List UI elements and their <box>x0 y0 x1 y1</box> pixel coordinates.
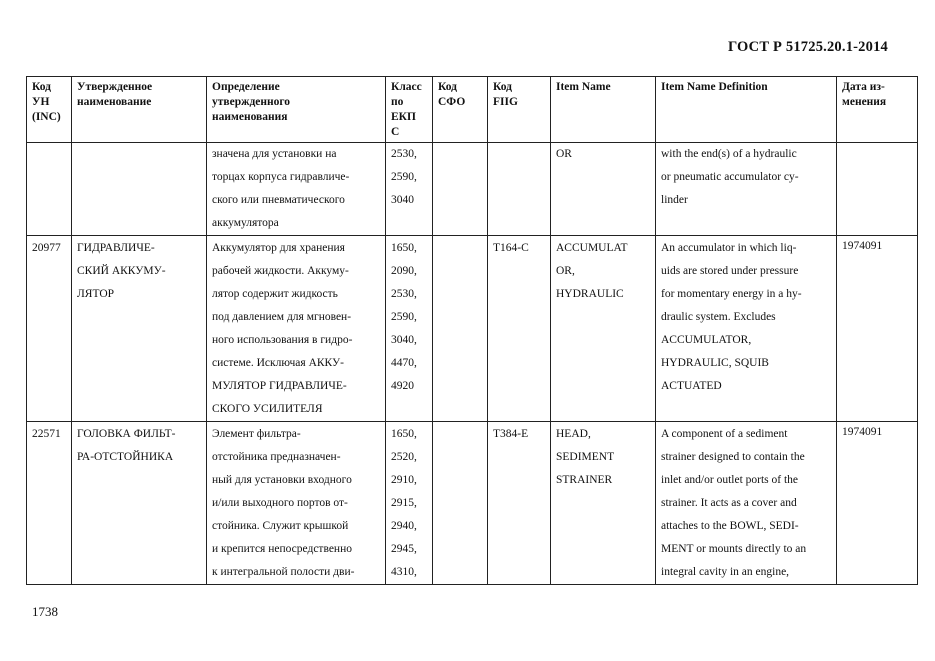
cell-ekps-class <box>386 236 433 422</box>
cell-text-line: 20977 <box>32 242 61 254</box>
cell-fiig-code <box>488 422 551 585</box>
cell-text-line: торцах корпуса гидравличе- <box>212 171 350 183</box>
cell-approved-name <box>72 236 207 422</box>
column-header-ekps-class <box>386 77 433 143</box>
cell-text-line: 2945, <box>391 543 417 555</box>
header-line: СФО <box>438 96 466 108</box>
column-header-approved-name <box>72 77 207 143</box>
cell-approved-name <box>72 422 207 585</box>
cell-text-line: 2910, <box>391 474 417 486</box>
cell-text-line: отстойника предназначен- <box>212 451 341 463</box>
cell-item-name <box>551 422 656 585</box>
header-line: Код <box>438 81 458 93</box>
cell-text-line: значена для установки на <box>212 148 337 160</box>
inc-data-table <box>26 76 918 585</box>
column-header-inc <box>27 77 72 143</box>
cell-text-line: 1974091 <box>842 240 883 252</box>
table-row <box>27 143 918 236</box>
cell-text-line: A component of a sediment <box>661 428 788 440</box>
cell-text-line: draulic system. Excludes <box>661 311 776 323</box>
cell-text-line: под давлением для мгновен- <box>212 311 352 323</box>
cell-text-line: HYDRAULIC <box>556 288 624 300</box>
cell-text-line: 2520, <box>391 451 417 463</box>
cell-approved-definition <box>207 422 386 585</box>
cell-text-line: ного использования в гидро- <box>212 334 353 346</box>
cell-text-line: Аккумулятор для хранения <box>212 242 345 254</box>
header-line: Дата из- <box>842 81 885 93</box>
cell-sfo-code <box>433 236 488 422</box>
cell-text-line: 3040 <box>391 194 414 206</box>
cell-approved-definition <box>207 236 386 422</box>
cell-item-name-definition <box>656 422 837 585</box>
cell-text-line: 2530, <box>391 288 417 300</box>
cell-fiig-code <box>488 143 551 236</box>
cell-text-line: SEDIMENT <box>556 451 615 463</box>
cell-approved-definition <box>207 143 386 236</box>
cell-text-line: uids are stored under pressure <box>661 265 799 277</box>
cell-text-line: 22571 <box>32 428 61 440</box>
header-line: наименования <box>212 111 288 123</box>
header-line: ЕКП <box>391 111 416 123</box>
cell-text-line: к интегральной полости дви- <box>212 566 355 578</box>
header-line: утвержденного <box>212 96 291 108</box>
header-line: Item Name <box>556 81 611 93</box>
table-header-row <box>27 77 918 143</box>
cell-text-line: linder <box>661 194 688 206</box>
cell-inc <box>27 143 72 236</box>
column-header-sfo-code <box>433 77 488 143</box>
cell-text-line: рабочей жидкости. Аккуму- <box>212 265 349 277</box>
cell-text-line: ЛЯТОР <box>77 288 115 300</box>
table-row <box>27 422 918 585</box>
cell-text-line: ГИДРАВЛИЧЕ- <box>77 242 155 254</box>
cell-text-line: OR, <box>556 265 575 277</box>
cell-text-line: strainer designed to contain the <box>661 451 805 463</box>
column-header-approved-definition <box>207 77 386 143</box>
header-line: Код <box>32 81 52 93</box>
cell-text-line: strainer. It acts as a cover and <box>661 497 797 509</box>
cell-item-name <box>551 143 656 236</box>
cell-text-line: T384-E <box>493 428 529 440</box>
cell-text-line: inlet and/or outlet ports of the <box>661 474 799 486</box>
cell-text-line: 4470, <box>391 357 417 369</box>
header-line: Код <box>493 81 513 93</box>
cell-ekps-class <box>386 422 433 585</box>
cell-text-line: ГОЛОВКА ФИЛЬТ- <box>77 428 176 440</box>
standard-code: ГОСТ Р 51725.20.1-2014 <box>727 39 888 55</box>
cell-text-line: СКОГО УСИЛИТЕЛЯ <box>212 403 323 415</box>
cell-text-line: СКИЙ АККУМУ- <box>77 265 166 277</box>
cell-text-line: attaches to the BOWL, SEDI- <box>661 520 799 532</box>
cell-item-name-definition <box>656 236 837 422</box>
cell-text-line: ского или пневматического <box>212 194 345 206</box>
cell-text-line: лятор содержит жидкость <box>212 288 338 300</box>
cell-text-line: 1650, <box>391 428 417 440</box>
header-line: менения <box>842 96 887 108</box>
cell-text-line: 2530, <box>391 148 417 160</box>
cell-text-line: OR <box>556 148 572 160</box>
cell-text-line: ACCUMULAT <box>556 242 628 254</box>
cell-text-line: STRAINER <box>556 474 613 486</box>
cell-text-line: 2590, <box>391 171 417 183</box>
header-line: наименование <box>77 96 152 108</box>
header-line: С <box>391 126 400 138</box>
column-header-item-name <box>551 77 656 143</box>
cell-text-line: for momentary energy in a hy- <box>661 288 802 300</box>
table-row <box>27 236 918 422</box>
column-header-fiig-code <box>488 77 551 143</box>
header-line: Определение <box>212 81 280 93</box>
cell-text-line: ACCUMULATOR, <box>661 334 752 346</box>
cell-fiig-code <box>488 236 551 422</box>
cell-text-line: РА-ОТСТОЙНИКА <box>77 451 174 463</box>
cell-item-name-definition <box>656 143 837 236</box>
cell-text-line: стойника. Служит крышкой <box>212 520 349 532</box>
header-line: (INC) <box>32 111 61 123</box>
cell-text-line: T164-C <box>493 242 529 254</box>
table-body <box>27 143 918 585</box>
cell-text-line: 2590, <box>391 311 417 323</box>
cell-approved-name <box>72 143 207 236</box>
cell-text-line: и крепится непосредственно <box>212 543 352 555</box>
cell-change-date <box>837 236 918 422</box>
header-line: Утвержденное <box>77 81 153 93</box>
cell-text-line: Элемент фильтра- <box>212 428 301 440</box>
cell-text-line: аккумулятора <box>212 217 279 229</box>
cell-inc <box>27 236 72 422</box>
cell-text-line: 2940, <box>391 520 417 532</box>
cell-text-line: MENT or mounts directly to an <box>661 543 807 555</box>
cell-text-line: or pneumatic accumulator cy- <box>661 171 799 183</box>
cell-change-date <box>837 143 918 236</box>
cell-text-line: with the end(s) of a hydraulic <box>661 148 797 160</box>
cell-text-line: 4920 <box>391 380 414 392</box>
cell-text-line: ACTUATED <box>661 380 722 392</box>
cell-text-line: 4310, <box>391 566 417 578</box>
cell-inc <box>27 422 72 585</box>
header-line: УН <box>32 96 50 108</box>
cell-text-line: 1650, <box>391 242 417 254</box>
header-line: по <box>391 96 404 108</box>
cell-text-line: An accumulator in which liq- <box>661 242 797 254</box>
cell-item-name <box>551 236 656 422</box>
page-number: 1738 <box>32 604 58 619</box>
cell-text-line: системе. Исключая АККУ- <box>212 357 344 369</box>
cell-text-line: 3040, <box>391 334 417 346</box>
cell-change-date <box>837 422 918 585</box>
cell-text-line: integral cavity in an engine, <box>661 566 790 578</box>
cell-text-line: HEAD, <box>556 428 591 440</box>
cell-text-line: 2090, <box>391 265 417 277</box>
header-line: FIIG <box>493 96 518 108</box>
cell-text-line: и/или выходного портов от- <box>212 497 348 509</box>
cell-text-line: 2915, <box>391 497 417 509</box>
cell-text-line: ный для установки входного <box>212 474 352 486</box>
header-line: Класс <box>391 81 422 93</box>
cell-sfo-code <box>433 143 488 236</box>
header-line: Item Name Definition <box>661 81 768 93</box>
cell-text-line: 1974091 <box>842 426 883 438</box>
cell-text-line: HYDRAULIC, SQUIB <box>661 357 769 369</box>
cell-sfo-code <box>433 422 488 585</box>
column-header-item-name-definition <box>656 77 837 143</box>
cell-ekps-class <box>386 143 433 236</box>
cell-text-line: МУЛЯТОР ГИДРАВЛИЧЕ- <box>212 380 347 392</box>
column-header-change-date <box>837 77 918 143</box>
